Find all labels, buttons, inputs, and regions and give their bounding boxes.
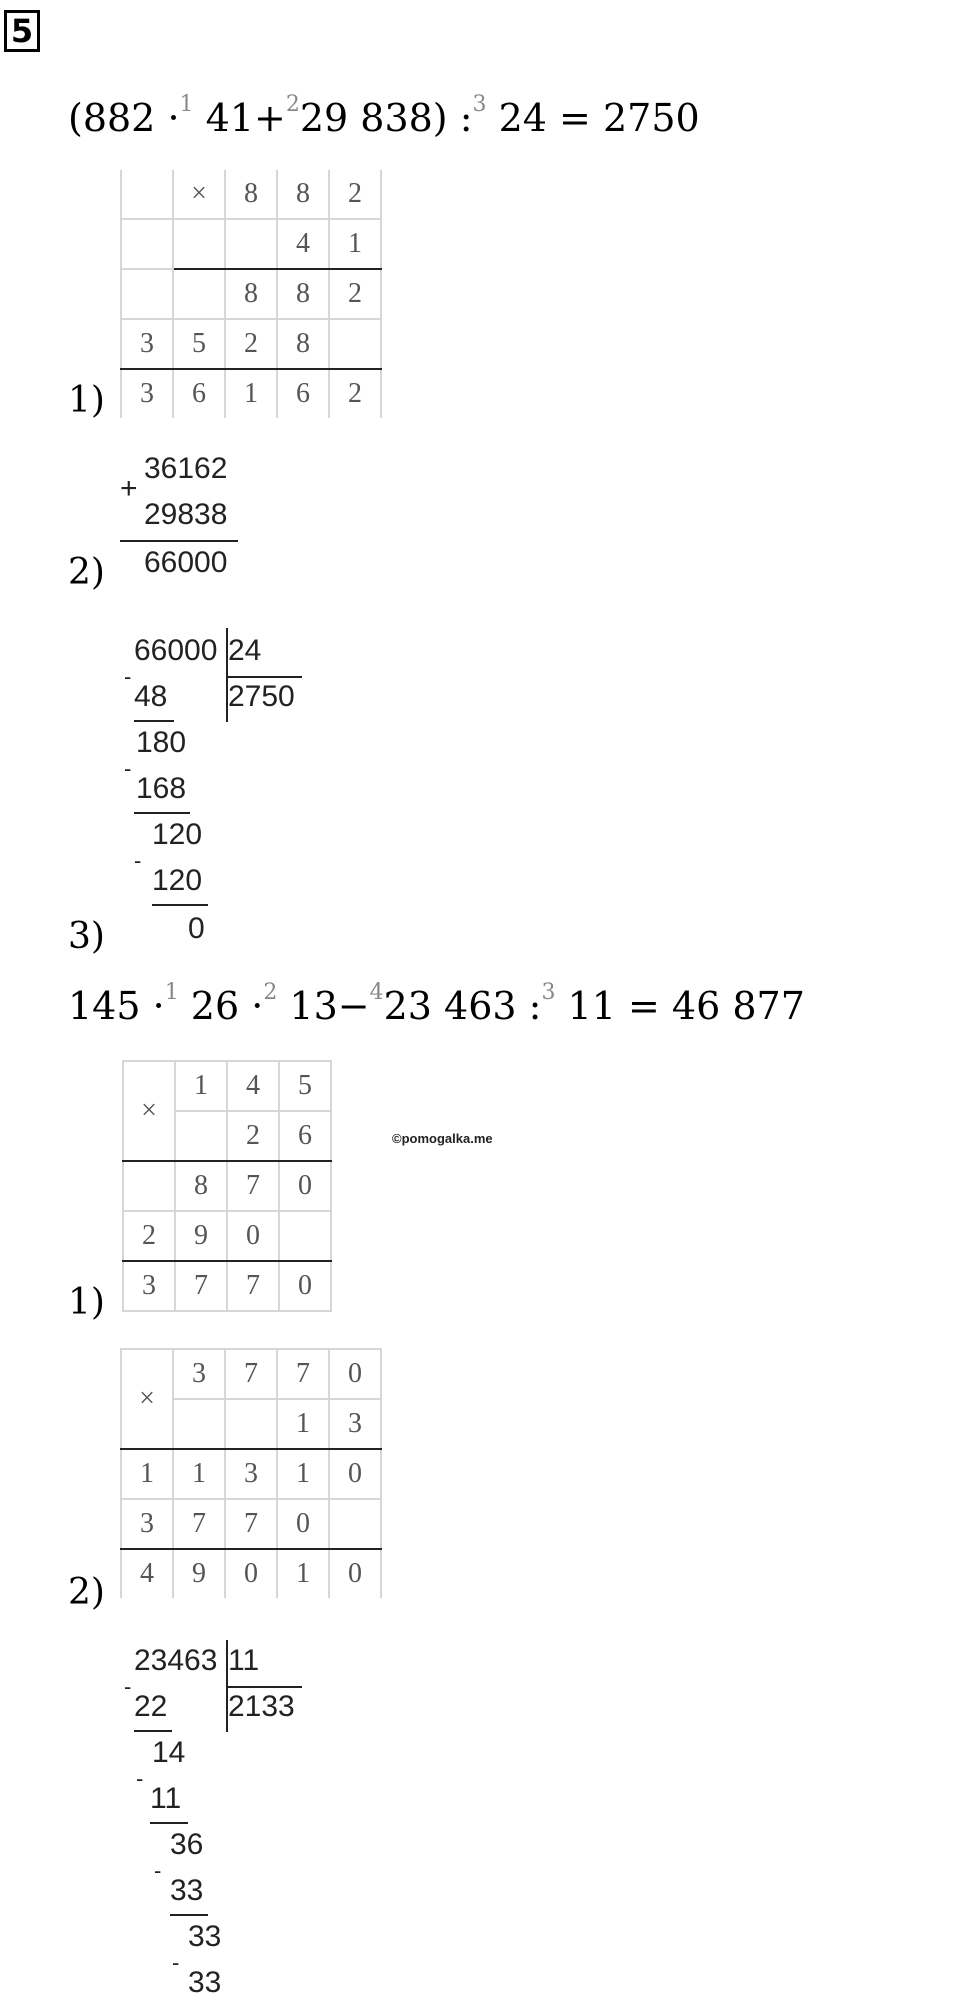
grid-cell: 0 (329, 1549, 381, 1598)
subtract-line (170, 1914, 208, 1916)
minus-sign: - (124, 756, 132, 781)
grid-cell: 8 (175, 1161, 227, 1211)
grid-cell: 5 (279, 1061, 331, 1111)
grid-cell: 5 (173, 319, 225, 369)
quotient: 2133 (228, 1690, 295, 1723)
grid-cell: 0 (279, 1161, 331, 1211)
subtract-line (134, 720, 174, 722)
grid-cell: 7 (227, 1161, 279, 1211)
problem2-expression: 145 ·$^1$ 26 ·$^2$ 13−$^4$23 463 :$^3$ 11 = 46 877 (68, 980, 805, 1028)
grid-cell: 8 (225, 170, 277, 219)
grid-cell (123, 1161, 175, 1211)
grid-cell: 1 (277, 1549, 329, 1598)
grid-cell: 2 (329, 269, 381, 319)
grid-cell: 1 (329, 219, 381, 269)
grid-cell: × (121, 1349, 173, 1449)
grid-cell: 9 (175, 1211, 227, 1261)
grid-cell: 3 (121, 369, 173, 418)
grid-cell (121, 170, 173, 219)
grid-cell: 0 (227, 1211, 279, 1261)
grid-cell: 4 (277, 219, 329, 269)
subtract-line (134, 812, 190, 814)
grid-cell: 1 (173, 1449, 225, 1499)
order-marker: 3 (472, 92, 487, 117)
multiplication-grid-1 (120, 170, 382, 418)
grid-cell: 8 (277, 319, 329, 369)
division-line: 11 (150, 1782, 182, 1815)
minus-sign: - (172, 1950, 180, 1975)
order-marker: 4 (369, 980, 384, 1005)
grid-cell: 2 (225, 319, 277, 369)
grid-cell: 7 (175, 1261, 227, 1311)
grid-cell: 9 (173, 1549, 225, 1598)
grid-cell: 8 (277, 269, 329, 319)
expr-part: 26 (190, 984, 240, 1028)
grid-cell (329, 319, 381, 369)
sum-line (120, 540, 238, 542)
grid-cell: 3 (121, 319, 173, 369)
grid-cell (225, 219, 277, 269)
step-label: 2) (68, 552, 105, 593)
addend: 36162 (144, 452, 228, 485)
grid-cell: 3 (225, 1449, 277, 1499)
expr-part: 145 (68, 984, 141, 1028)
dividend: 66000 (134, 634, 218, 667)
grid-cell: × (123, 1061, 175, 1161)
expr-part: 23 463 : (383, 984, 542, 1028)
grid-cell (121, 269, 173, 319)
division-line: 180 (136, 726, 187, 759)
minus-sign: - (154, 1858, 162, 1883)
grid-cell (329, 1499, 381, 1549)
addend: 29838 (144, 498, 228, 531)
multiplication-grid-2 (122, 1060, 332, 1312)
expr-part: (882 (68, 96, 156, 140)
grid-cell: 7 (225, 1499, 277, 1549)
order-marker: 1 (164, 980, 179, 1005)
expr-part: 24 = 2750 (498, 96, 700, 140)
grid-cell: 6 (173, 369, 225, 418)
minus-sign: - (124, 1674, 132, 1699)
grid-cell: 4 (121, 1549, 173, 1598)
sum: 66000 (144, 546, 228, 579)
task-number-badge: 5 (4, 10, 40, 52)
grid-cell (225, 1399, 277, 1449)
expr-part: 11 = 46 877 (567, 984, 805, 1028)
divisor: 24 (228, 634, 262, 667)
grid-cell: 0 (329, 1349, 381, 1399)
grid-cell: 7 (173, 1499, 225, 1549)
subtract-line (150, 1822, 188, 1824)
grid-cell: 0 (329, 1449, 381, 1499)
grid-cell: 7 (277, 1349, 329, 1399)
division-line: 33 (188, 1966, 222, 1999)
step-label: 2) (68, 1572, 105, 1613)
quotient: 2750 (228, 680, 295, 713)
minus-sign: - (124, 664, 132, 689)
subtract-line (134, 1730, 172, 1732)
minus-sign: - (134, 848, 142, 873)
grid-cell: 7 (225, 1349, 277, 1399)
division-line: 0 (188, 912, 205, 945)
order-marker: 2 (263, 980, 278, 1005)
division-line: 168 (136, 772, 187, 805)
order-marker: 3 (541, 980, 556, 1005)
plus-sign: + (120, 472, 138, 505)
quotient-line (226, 1686, 302, 1688)
divisor: 11 (228, 1644, 260, 1677)
grid-cell: 1 (277, 1399, 329, 1449)
grid-cell: 4 (227, 1061, 279, 1111)
grid-cell: 3 (173, 1349, 225, 1399)
grid-cell (173, 269, 225, 319)
watermark: ©pomogalka.me (392, 1131, 493, 1146)
division-line: 33 (188, 1920, 222, 1953)
expr-part: 41+ (205, 96, 286, 140)
division-line: 22 (134, 1690, 168, 1723)
grid-cell: 1 (175, 1061, 227, 1111)
grid-cell: × (173, 170, 225, 219)
grid-cell: 2 (329, 170, 381, 219)
expr-dot: · (167, 96, 180, 140)
grid-cell: 0 (277, 1499, 329, 1549)
grid-cell: 1 (225, 369, 277, 418)
step-label: 3) (68, 916, 105, 957)
grid-cell: 3 (121, 1499, 173, 1549)
grid-cell: 8 (225, 269, 277, 319)
subtract-line (152, 904, 208, 906)
grid-cell: 2 (123, 1211, 175, 1261)
grid-cell: 2 (329, 369, 381, 418)
minus-sign: - (136, 1766, 144, 1791)
division-line: 120 (152, 864, 203, 897)
dividend: 23463 (134, 1644, 218, 1677)
division-line: 48 (134, 680, 168, 713)
grid-cell: 3 (123, 1261, 175, 1311)
order-marker: 2 (285, 92, 300, 117)
quotient-line (226, 676, 302, 678)
grid-cell (173, 219, 225, 269)
division-line: 33 (170, 1874, 204, 1907)
grid-cell: 1 (121, 1449, 173, 1499)
step-label: 1) (68, 1282, 105, 1323)
grid-cell: 7 (227, 1261, 279, 1311)
grid-cell: 6 (277, 369, 329, 418)
order-marker: 1 (179, 92, 194, 117)
grid-cell (279, 1211, 331, 1261)
grid-cell: 0 (225, 1549, 277, 1598)
step-label: 1) (68, 380, 105, 421)
division-line: 14 (152, 1736, 186, 1769)
grid-cell (121, 219, 173, 269)
problem1-expression (68, 92, 700, 140)
expr-part: 13− (289, 984, 370, 1028)
grid-cell (175, 1111, 227, 1161)
grid-cell: 3 (329, 1399, 381, 1449)
grid-cell: 1 (277, 1449, 329, 1499)
grid-cell: 2 (227, 1111, 279, 1161)
multiplication-grid-3 (120, 1348, 382, 1598)
grid-cell: 0 (279, 1261, 331, 1311)
division-line: 36 (170, 1828, 204, 1861)
expr-part: 29 838) : (299, 96, 473, 140)
division-line: 120 (152, 818, 203, 851)
grid-cell: 8 (277, 170, 329, 219)
grid-cell (173, 1399, 225, 1449)
grid-cell: 6 (279, 1111, 331, 1161)
